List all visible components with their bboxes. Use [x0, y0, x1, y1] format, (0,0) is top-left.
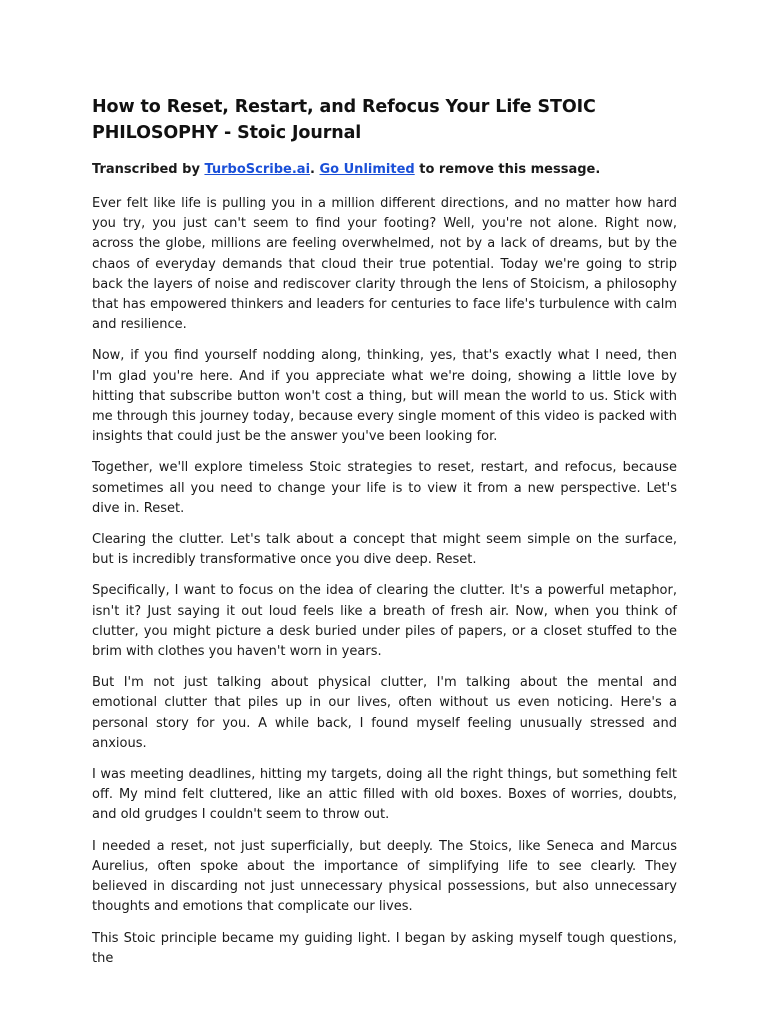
notice-prefix: Transcribed by [92, 162, 205, 177]
paragraph: But I'm not just talking about physical clutter, I'm talking about the mental and emotional clutter that piles up in our lives, often without us even noticing. Here's a personal story for you. A while back, I found myself feeling unusually stressed and anxious. [92, 675, 677, 751]
document-title: How to Reset, Restart, and Refocus Your Life STOIC PHILOSOPHY - Stoic Journal [92, 97, 596, 143]
paragraph: Now, if you find yourself nodding along, thinking, yes, that's exactly what I need, then I'm glad you're here. And if you appreciate what we're doing, showing a little love by hitting that subscribe button won't cost a thing, but will mean the world to us. Stick with me through this journey today, because every single moment of this video is packed with insights that could just be the answer you've been looking for. [92, 348, 677, 445]
transcription-notice [92, 160, 677, 179]
turboscribe-link[interactable]: TurboScribe.ai [204, 162, 311, 177]
paragraph: I needed a reset, not just superficially, but deeply. The Stoics, like Seneca and Marcus Aurelius, often spoke about the importance of simplifying life to see clearly. They believed in discarding not just unnecessary physical possessions, but also unnecessary thoughts and emotions that complicate our lives. [92, 838, 677, 915]
go-unlimited-link[interactable]: Go Unlimited [319, 162, 415, 177]
paragraph: Ever felt like life is pulling you in a million different directions, and no matter how hard you try, you just can't seem to find your footing? Well, you're not alone. Right now, across the globe, millions are feeling overwhelmed, not by a lack of dreams, but by the chaos of everyday demands that cloud their true potential. Today we're going to strip back the layers of noise and rediscover clarity through the lens of Stoicism, a philosophy that has empowered thinkers and leaders for centuries to face life's turbulence with calm and resilience. [92, 196, 677, 333]
notice-suffix: to remove this message. [414, 162, 601, 177]
paragraph: Specifically, I want to focus on the idea of clearing the clutter. It's a powerful metaphor, isn't it? Just saying it out loud feels like a breath of fresh air. Now, when you think of clutter, you might picture a desk buried under piles of papers, or a closet stuffed to the brim with clothes you haven't worn in years. [92, 583, 677, 660]
paragraph: Together, we'll explore timeless Stoic strategies to reset, restart, and refocus, because sometimes all you need to change your life is to view it from a new perspective. Let's dive in. Reset. [92, 460, 677, 516]
notice-separator: . [310, 162, 320, 177]
paragraph: This Stoic principle became my guiding light. I began by asking myself tough questions, the [92, 930, 677, 966]
paragraph: I was meeting deadlines, hitting my targets, doing all the right things, but something felt off. My mind felt cluttered, like an attic filled with old boxes. Boxes of worries, doubts, and old grudges I couldn't seem to throw out. [92, 767, 677, 823]
paragraph: Clearing the clutter. Let's talk about a concept that might seem simple on the surface, but is incredibly transformative once you dive deep. Reset. [92, 532, 677, 568]
